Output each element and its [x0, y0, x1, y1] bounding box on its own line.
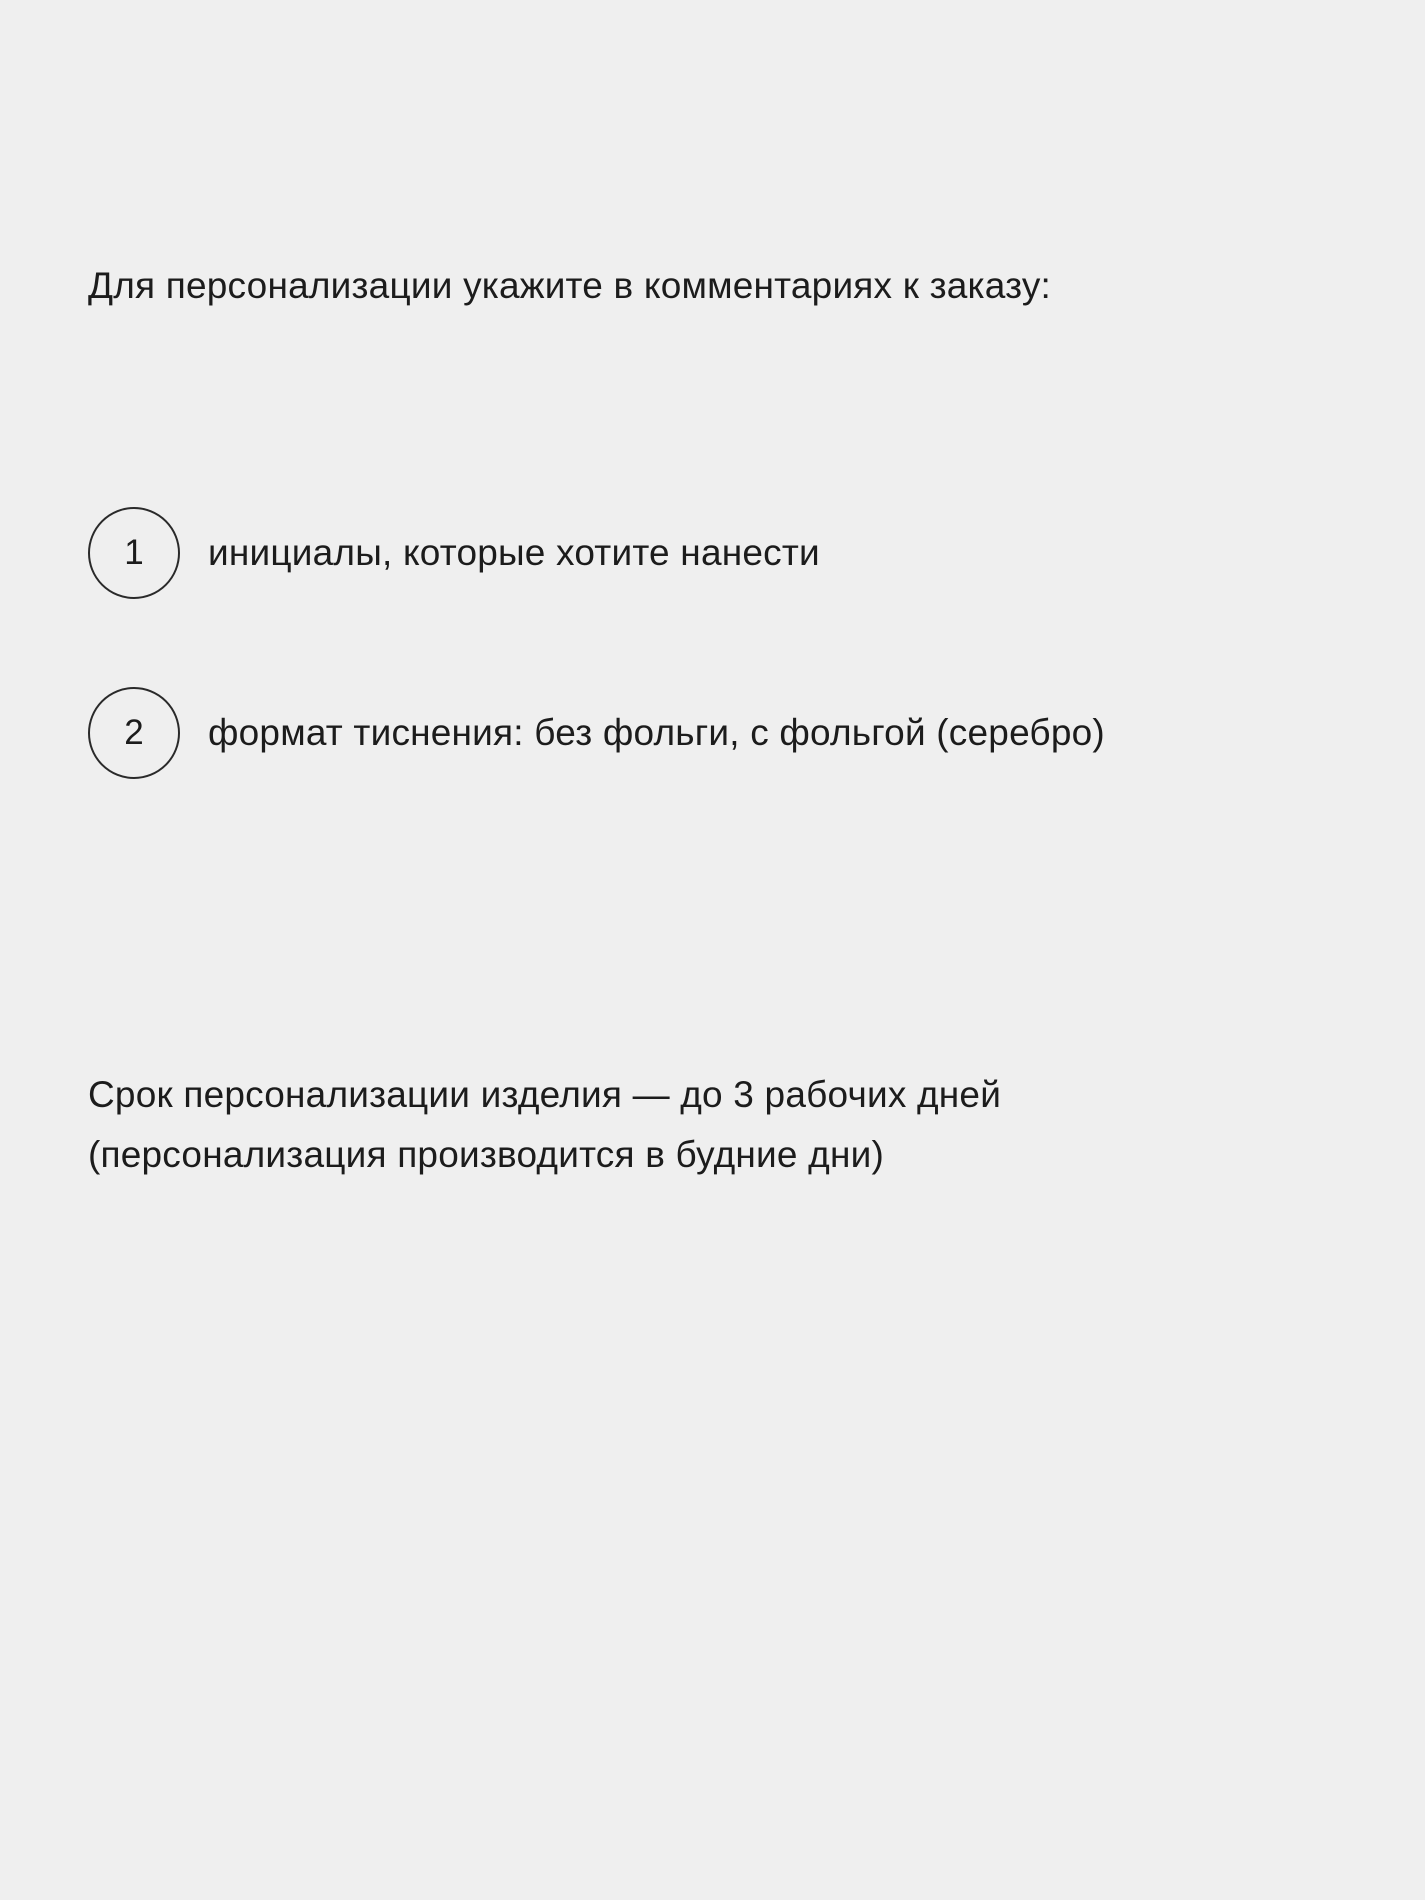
step-number-badge: 2 [88, 687, 180, 779]
lead-time-note-line-2: (персонализация производится в будние дни) [88, 1133, 884, 1175]
step-label: инициалы, которые хотите нанести [208, 531, 820, 573]
steps-list [88, 500, 1338, 860]
step-label: формат тиснения: без фольги, с фольгой (серебро) [208, 711, 1105, 753]
list-item [88, 680, 1338, 786]
lead-time-note [88, 1065, 1001, 1185]
list-item [88, 500, 1338, 606]
intro-heading: Для персонализации укажите в комментариях к заказу: [88, 265, 1052, 306]
step-number-badge: 1 [88, 507, 180, 599]
lead-time-note-line-1: Срок персонализации изделия — до 3 рабочих дней [88, 1074, 1002, 1115]
